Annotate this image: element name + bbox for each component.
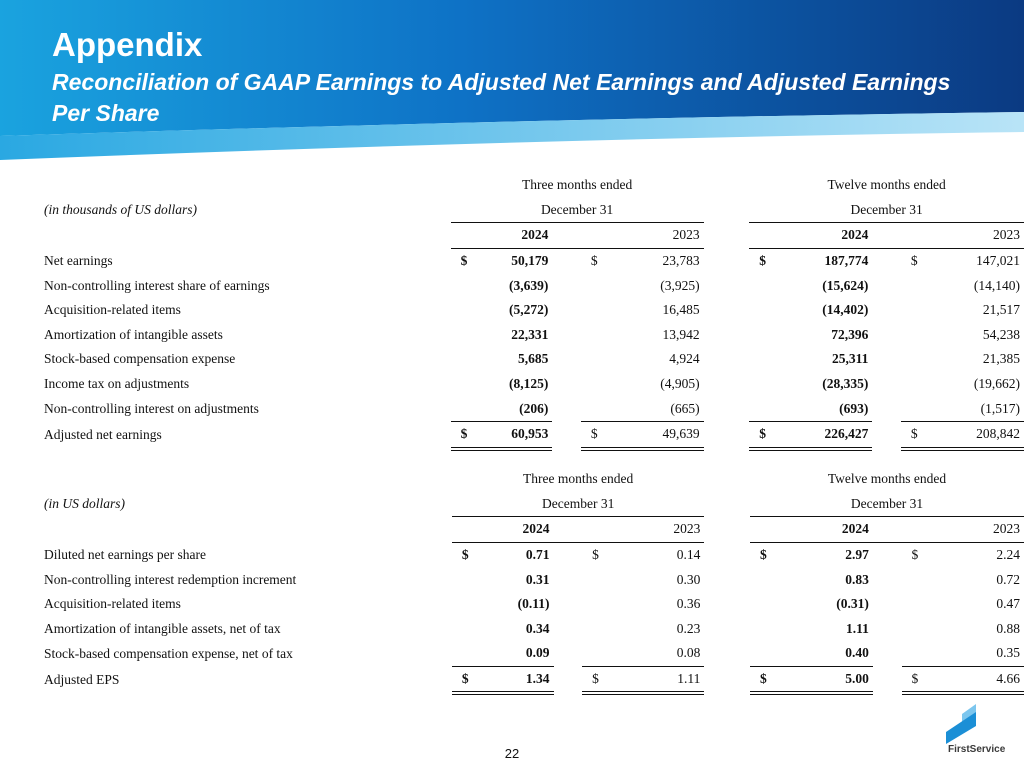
cell-value: (19,662) [973, 376, 1020, 392]
currency-symbol: $ [902, 666, 933, 693]
three-months-label: Three months ended [522, 177, 633, 193]
period-date-row [40, 198, 1024, 223]
earnings-reconciliation-table [40, 173, 1024, 451]
twelve-months-label: Twelve months ended [827, 471, 947, 487]
cell-value: 22,331 [511, 326, 549, 342]
period-date-row [40, 492, 1024, 517]
cell-value: 0.36 [676, 596, 701, 612]
year-header: 2023 [582, 517, 704, 543]
cell-value: 0.83 [845, 571, 869, 587]
cell-value: 0.47 [996, 596, 1020, 612]
currency-symbol: $ [590, 253, 598, 269]
eps-reconciliation-table [40, 467, 1024, 695]
cell-value: 16,485 [662, 302, 700, 318]
cell-value: 0.34 [525, 620, 550, 636]
cell-value: 187,774 [824, 253, 869, 269]
year-header-row [40, 223, 1024, 249]
cell-value: (4,905) [660, 376, 700, 392]
currency-symbol: $ [452, 666, 483, 693]
currency-symbol: $ [461, 547, 469, 563]
page-subtitle: Reconciliation of GAAP Earnings to Adjusted Net Earnings and Adjusted Earnings Per Share [52, 69, 951, 126]
currency-symbol: $ [911, 547, 919, 563]
cell-value: 50,179 [511, 253, 549, 269]
table-row [40, 592, 1024, 617]
table-row [40, 248, 1024, 273]
row-label: Stock-based compensation expense, net of tax [44, 645, 293, 661]
three-months-label: Three months ended [523, 471, 634, 487]
row-label: Net earnings [44, 252, 113, 268]
year-header: 2024 [451, 223, 553, 249]
table-row [40, 323, 1024, 348]
table-row [40, 273, 1024, 298]
header-banner [0, 0, 1024, 170]
cell-value: (14,402) [822, 302, 869, 318]
cell-value: 0.14 [676, 547, 701, 563]
cell-value: 0.40 [781, 641, 872, 666]
cell-value: 0.08 [613, 641, 704, 666]
total-row [40, 421, 1024, 448]
total-row [40, 666, 1024, 693]
cell-value: 5.00 [781, 666, 872, 693]
year-header: 2023 [901, 223, 1024, 249]
page-number: 22 [504, 746, 520, 761]
cell-value: (0.31) [836, 596, 869, 612]
row-label: Non-controlling interest on adjustments [44, 400, 259, 416]
year-header-row [40, 517, 1024, 543]
currency-symbol: $ [749, 421, 780, 448]
cell-value: 21,385 [982, 351, 1020, 367]
cell-value: (28,335) [822, 376, 869, 392]
year-header: 2024 [452, 517, 554, 543]
table-row [40, 298, 1024, 323]
row-label: Acquisition-related items [44, 596, 181, 612]
three-months-date: December 31 [541, 495, 615, 511]
currency-symbol: $ [451, 421, 482, 448]
cell-value: 2.97 [845, 547, 869, 563]
cell-value: 4.66 [933, 666, 1024, 693]
cell-value: 0.31 [525, 571, 550, 587]
row-label: Amortization of intangible assets, net of tax [44, 620, 281, 636]
cell-value: (693) [781, 396, 873, 421]
cell-value: (3,639) [509, 277, 549, 293]
table-row [40, 641, 1024, 666]
cell-value: 0.35 [933, 641, 1024, 666]
cell-value: (665) [612, 396, 703, 421]
cell-value: 4,924 [669, 351, 700, 367]
currency-symbol: $ [910, 253, 918, 269]
table-row [40, 347, 1024, 372]
cell-value: 208,842 [932, 421, 1024, 448]
cell-value: (14,140) [973, 277, 1020, 293]
cell-value: (8,125) [509, 376, 549, 392]
period-header-row [40, 173, 1024, 198]
cell-value: 0.23 [676, 620, 701, 636]
table-row [40, 542, 1024, 567]
cell-value: 0.30 [676, 571, 701, 587]
cell-value: (206) [482, 396, 553, 421]
unit-label: (in US dollars) [44, 496, 125, 512]
row-label: Adjusted net earnings [44, 426, 162, 442]
table-row [40, 396, 1024, 421]
currency-symbol: $ [901, 421, 932, 448]
currency-symbol: $ [581, 421, 612, 448]
year-header: 2023 [581, 223, 704, 249]
currency-symbol: $ [582, 666, 613, 693]
period-header-row [40, 467, 1024, 492]
twelve-months-date: December 31 [850, 495, 924, 511]
cell-value: 0.72 [996, 571, 1020, 587]
currency-symbol: $ [592, 547, 599, 563]
cell-value: 147,021 [976, 253, 1020, 269]
cell-value: 23,783 [662, 253, 700, 269]
cell-value: (1,517) [932, 396, 1024, 421]
row-label: Non-controlling interest share of earnings [44, 277, 270, 293]
row-label: Non-controlling interest redemption increment [44, 571, 297, 587]
row-label: Acquisition-related items [44, 302, 181, 318]
year-header: 2024 [749, 223, 872, 249]
cell-value: 2.24 [996, 547, 1020, 563]
cell-value: 5,685 [518, 351, 549, 367]
cell-value: 1.34 [483, 666, 553, 693]
twelve-months-date: December 31 [850, 201, 923, 217]
cell-value: 0.71 [525, 547, 550, 563]
cell-value: 72,396 [831, 326, 869, 342]
cell-value: 21,517 [982, 302, 1020, 318]
unit-label: (in thousands of US dollars) [44, 202, 198, 218]
currency-symbol: $ [750, 666, 781, 693]
row-label: Income tax on adjustments [44, 376, 190, 392]
year-header: 2023 [902, 517, 1024, 543]
cell-value: (0.11) [517, 596, 550, 612]
cell-value: (5,272) [509, 302, 549, 318]
cell-value: 60,953 [482, 421, 553, 448]
table-row [40, 372, 1024, 397]
year-header: 2024 [750, 517, 873, 543]
row-label: Diluted net earnings per share [44, 546, 206, 562]
row-label: Amortization of intangible assets [44, 326, 223, 342]
cell-value: 1.11 [845, 620, 869, 636]
row-label: Stock-based compensation expense [44, 351, 236, 367]
cell-value: (15,624) [822, 277, 869, 293]
cell-value: 226,427 [781, 421, 873, 448]
cell-value: 54,238 [982, 326, 1020, 342]
currency-symbol: $ [760, 547, 767, 563]
three-months-date: December 31 [540, 201, 614, 217]
page-title: Appendix [52, 26, 203, 63]
cell-value: (3,925) [660, 277, 700, 293]
logo-text: FirstService [948, 744, 1006, 755]
currency-symbol: $ [460, 253, 468, 269]
table-row [40, 567, 1024, 592]
table-row [40, 617, 1024, 642]
cell-value: 25,311 [831, 351, 869, 367]
cell-value: 0.88 [996, 620, 1020, 636]
twelve-months-label: Twelve months ended [827, 177, 946, 193]
cell-value: 0.09 [483, 641, 553, 666]
cell-value: 13,942 [662, 326, 700, 342]
cell-value: 1.11 [613, 666, 704, 693]
row-label: Adjusted EPS [44, 671, 120, 687]
cell-value: 49,639 [612, 421, 703, 448]
currency-symbol: $ [759, 253, 767, 269]
